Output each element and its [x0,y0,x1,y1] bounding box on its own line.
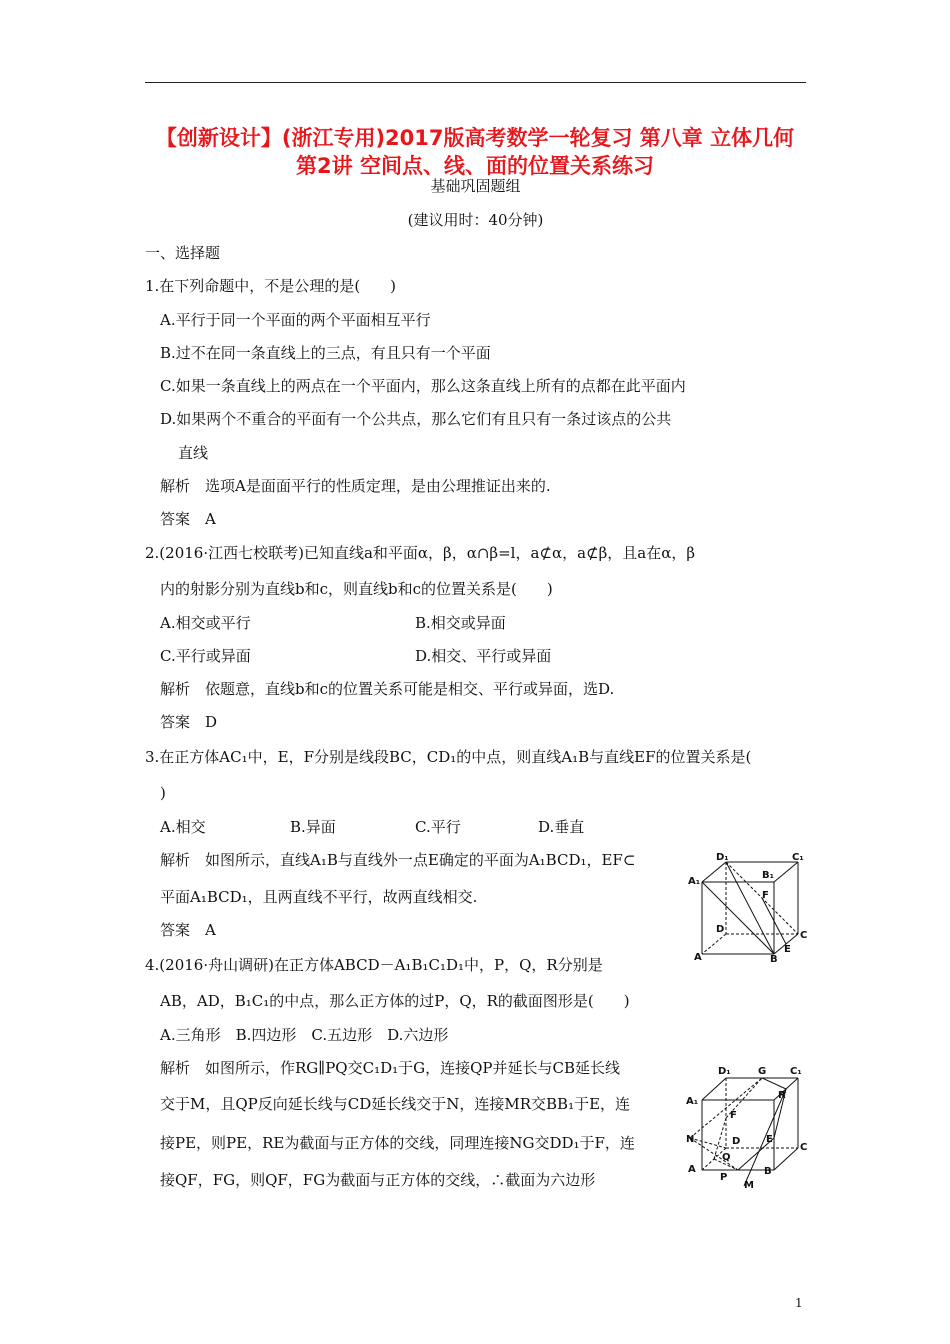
fig3-label-d1: D₁ [716,852,729,863]
q1-option-d: D.如果两个不重合的平面有一个公共点，那么它们有且只有一条过该点的公共 [160,410,672,428]
fig4-label-d1: D₁ [718,1066,731,1077]
q3-option-a: A.相交 [160,818,206,836]
q1-option-c: C.如果一条直线上的两点在一个平面内，那么这条直线上所有的点都在此平面内 [160,377,686,395]
fig4-label-a1: A₁ [686,1096,699,1107]
page-number: 1 [795,1296,803,1310]
fig3-label-d: D [716,924,725,935]
fig4-label-g: G [758,1066,767,1077]
fig4-label-c: C [800,1142,808,1153]
q2-option-b: B.相交或异面 [415,614,506,632]
fig4-label-r: R [778,1090,786,1101]
fig4-label-b: B [764,1166,772,1177]
fig3-label-a: A [694,952,702,963]
fig4-label-c1: C₁ [790,1066,802,1077]
q2-option-c: C.平行或异面 [160,647,251,665]
q2-analysis: 解析 依题意，直线b和c的位置关系可能是相交、平行或异面，选D. [160,680,615,698]
time-note: (建议用时：40分钟) [407,211,544,229]
q3-stem-cont: ) [160,784,166,802]
q3-stem: 3.在正方体AC₁中，E，F分别是线段BC，CD₁的中点，则直线A₁B与直线EF的位置关系是( [145,748,752,766]
fig4-label-e: E [766,1134,773,1145]
q4-options: A.三角形 B.四边形 C.五边形 D.六边形 [160,1026,449,1044]
q4-stem: 4.(2016·舟山调研)在正方体ABCD－A₁B₁C₁D₁中，P，Q，R分别是 [145,956,603,974]
fig3-label-b1: B₁ [762,870,775,881]
fig3-label-c1: C₁ [792,852,804,863]
q3-option-b: B.异面 [290,818,336,836]
q2-answer: 答案 D [160,713,218,731]
q2-option-a: A.相交或平行 [160,614,251,632]
subtitle: 基础巩固题组 [430,177,521,195]
q4-stem-cont: AB，AD，B₁C₁的中点，那么正方体的过P，Q，R的截面图形是( ) [160,992,630,1010]
fig4-label-a: A [688,1164,696,1175]
fig4-label-d: D [732,1136,741,1147]
fig4-label-n: N [686,1134,695,1145]
fig4-label-p: P [720,1172,728,1183]
q2-stem: 2.(2016·江西七校联考)已知直线a和平面α，β，α∩β=l，a⊄α，a⊄β，且a在α，β [145,544,696,562]
fig4-label-f: F [730,1110,737,1121]
q1-answer: 答案 A [160,510,216,528]
section-heading: 一、选择题 [145,244,221,262]
fig3-label-f: F [762,890,769,901]
q4-cube-figure [680,1062,810,1192]
q1-option-b: B.过不在同一条直线上的三点，有且只有一个平面 [160,344,491,362]
q4-analysis-line4: 接QF，FG，则QF，FG为截面与正方体的交线，∴截面为六边形 [160,1171,596,1189]
doc-title-line1: 【创新设计】(浙江专用)2017版高考数学一轮复习 第八章 立体几何 [155,126,795,150]
q1-stem: 1.在下列命题中，不是公理的是( ) [145,277,397,295]
fig4-label-q: Q [722,1152,731,1163]
q4-analysis: 解析 如图所示，作RG∥PQ交C₁D₁于G，连接QP并延长与CB延长线 [160,1059,620,1077]
fig3-label-c: C [800,930,808,941]
q4-analysis-line3: 接PE，则PE，RE为截面与正方体的交线，同理连接NG交DD₁于F，连 [160,1134,635,1152]
q1-option-d-cont: 直线 [178,444,209,462]
q3-analysis-cont: 平面A₁BCD₁，且两直线不平行，故两直线相交. [160,888,478,906]
q4-analysis-line2: 交于M，且QP反向延长线与CD延长线交于N，连接MR交BB₁于E，连 [160,1095,631,1113]
fig3-label-b: B [770,954,778,965]
fig3-label-e: E [784,944,791,955]
q3-answer: 答案 A [160,921,216,939]
q3-cube-figure [680,850,810,965]
fig4-label-m: M [744,1180,754,1191]
q1-analysis: 解析 选项A是面面平行的性质定理，是由公理推证出来的. [160,477,551,495]
q3-option-d: D.垂直 [538,818,585,836]
q2-stem-cont: 内的射影分别为直线b和c，则直线b和c的位置关系是( ) [160,580,553,598]
fig3-label-a1: A₁ [688,876,701,887]
q2-option-d: D.相交、平行或异面 [415,647,552,665]
q3-option-c: C.平行 [415,818,461,836]
q3-analysis: 解析 如图所示，直线A₁B与直线外一点E确定的平面为A₁BCD₁，EF⊂ [160,851,636,869]
doc-title-line2: 第2讲 空间点、线、面的位置关系练习 [296,154,654,178]
q1-option-a: A.平行于同一个平面的两个平面相互平行 [160,311,431,329]
header-rule [145,82,806,83]
